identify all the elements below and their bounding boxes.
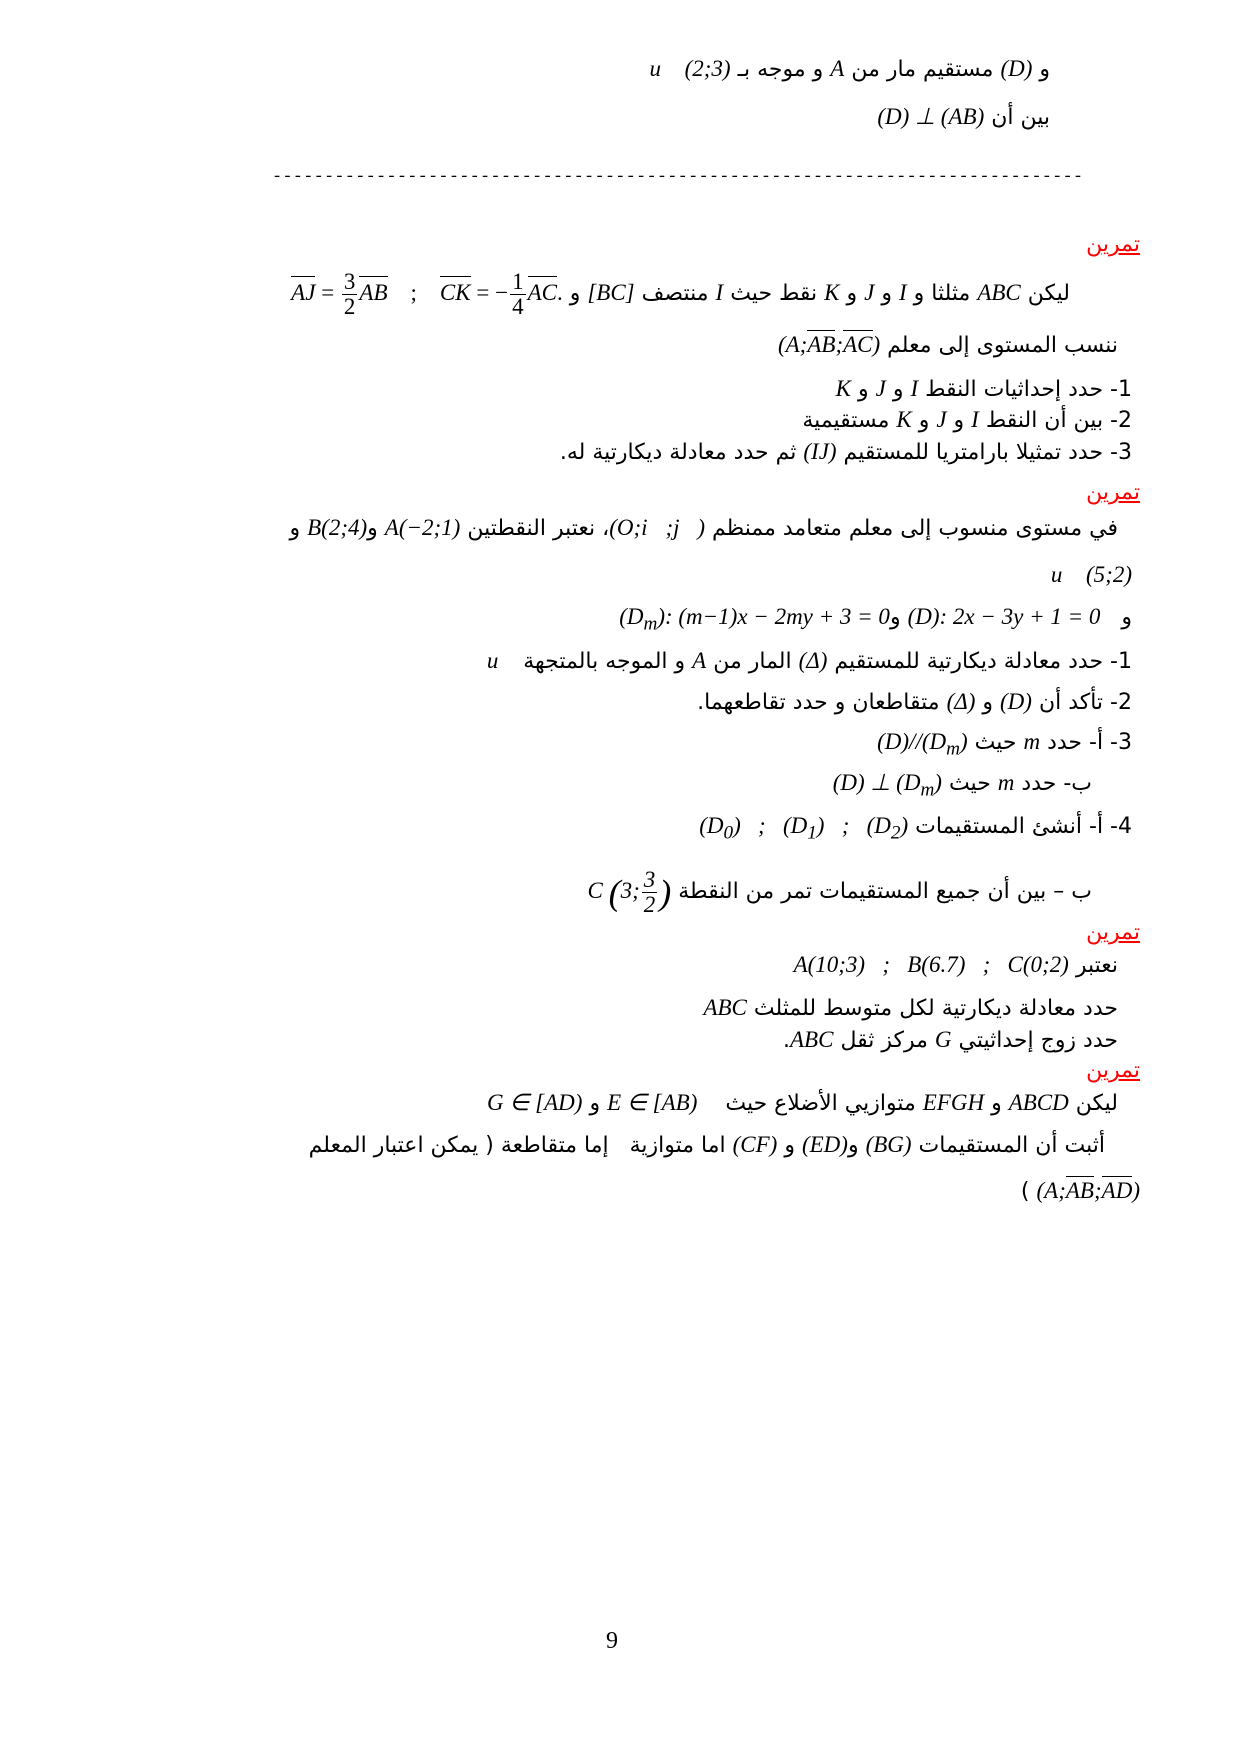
ex2-q4a: 4- أ- أنشئ المستقيمات $(D_0)$ ; $(D_1)$ ; $(D_2)$ <box>699 813 1132 844</box>
ex2-q2: 2- تأكد أن (D) و (Δ) متقاطعان و حدد تقاطعهما. <box>697 689 1132 715</box>
ex3-q2: حدد زوج إحداثيتي G مركز ثقل ABC. <box>783 1027 1118 1053</box>
ex3-title: تمرين <box>1086 920 1140 945</box>
ex1-title: تمرين <box>1086 232 1140 257</box>
ex4-statement: ليكن ABCD و EFGH متوازيي الأضلاع حيث E ∈ [AB) و G ∈ [AD) <box>487 1090 1118 1116</box>
page-number: 9 <box>606 1628 618 1654</box>
ex2-vector: u⃗ (5;2) <box>1050 562 1132 587</box>
ex4-q1-end: (A;AB;AD) ) <box>1020 1178 1140 1204</box>
ex4-q1: أثبت أن المستقيمات (BG) و(ED) و (CF) اما متوازية إما متقاطعة ( يمكن اعتبار المعلم <box>308 1132 1105 1158</box>
intro-line-2: بين أن (D) ⊥ (AB) <box>877 104 1050 130</box>
ex2-q1: 1- حدد معادلة ديكارتية للمستقيم (Δ) المار من A و الموجه بالمتجهة u⃗ <box>486 648 1132 674</box>
ex4-title: تمرين <box>1086 1058 1140 1083</box>
ex1-q3: 3- حدد تمثيلا بارامتريا للمستقيم (IJ) ثم حدد معادلة ديكارتية له. <box>559 439 1132 465</box>
ex1-frame: ننسب المستوى إلى معلم (A;AB;AC) <box>777 332 1118 358</box>
intro-line-1: و (D) مستقيم مار من A و موجه بـ u⃗ (2;3) <box>649 56 1050 82</box>
ex2-title: تمرين <box>1086 480 1140 505</box>
ex3-points: نعتبر A(10;3) ; B(6.7) ; C(0;2) <box>793 952 1118 978</box>
ex1-statement: ليكن ABC مثلثا و I و J و K نقط حيث I منتصف [BC] و AJ = $\frac{3}{2}$ AB ; CK = − $\frac{1}{4}$ AC. <box>291 269 1070 319</box>
ex3-q1: حدد معادلة ديكارتية لكل متوسط للمثلث ABC <box>703 995 1118 1021</box>
ex2-q3a: 3- أ- حدد m حيث $(D)//(D_m)$ <box>877 729 1132 760</box>
ex1-q1: 1- حدد إحداثيات النقط I و J و K <box>835 376 1132 402</box>
separator: ------------------------------------------------------------------------------ <box>272 168 1084 187</box>
ex1-q2: 2- بين أن النقط I و J و K مستقيمية <box>802 407 1132 433</box>
ex2-intro: في مستوى منسوب إلى معلم متعامد ممنظم (O;i⃗;j⃗)، نعتبر النقطتين A(−2;1) وB(2;4) و <box>289 515 1118 541</box>
ex2-lines: و (D): 2x − 3y + 1 = 0 $و(D_m)$: (m−1)x − 2my + 3 = 0 <box>619 604 1132 635</box>
ex2-q4b: ب – بين أن جميع المستقيمات تمر من النقطة C (3; $\frac{3}{2}$ ) <box>587 867 1092 917</box>
ex2-q3b: ب- حدد m حيث (D) ⊥ $(D_m)$ <box>832 770 1092 801</box>
